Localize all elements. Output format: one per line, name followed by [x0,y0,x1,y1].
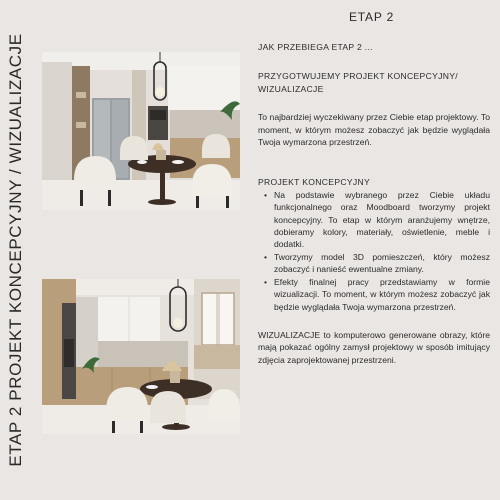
intro-question: JAK PRZEBIEGA ETAP 2 ... [258,42,373,52]
concept-bullet: • Tworzymy model 3D pomieszczeń, który możesz zobaczyć i nanieść ewentualne zmiany. [274,251,490,276]
text-column [258,41,490,366]
vertical-title-text: ETAP 2 PROJEKT KONCEPCYJNY / WIZUALIZACJE [6,33,25,467]
intro-paragraph: To najbardziej wyczekiwany przez Ciebie etap projektowy. To moment, w którym możesz zobaczyć jak będzie wyglądała Twoja wymarzona przestrzeń. [258,112,490,148]
concept-bullet: • Na podstawie wybranego przez Ciebie układu funkcjonalnego oraz Moodboard tworzymy projekt koncepcyjny. To etap w którym aranżujemy wnętrze, dobieramy kolory, materiały, oświetlenie, meble i dodatki. [274,189,490,251]
kitchen-visualization-photo-2 [42,279,240,434]
kitchen-visualization-photo-1 [42,52,240,210]
main-heading: PRZYGOTWUJEMY PROJEKT KONCEPCYJNY/ WIZUALIZACJE [258,71,458,94]
concept-bullet: • Efekty finalnej pracy przedstawiamy w formie wizualizacji. To moment, w którym możesz zobaczyć jak będzie wyglądała Twoja wymarzona przestrzeń. [274,276,490,313]
stage-title: ETAP 2 [349,10,395,24]
visualization-paragraph: WIZUALIZACJE to komputerowo generowane obrazy, które mają pokazać ogólny zamysł projektowy w sposób imitujący zdjęcia zaprojektowanej przestrzeni. [258,329,490,365]
concept-bullet-list [258,189,490,313]
concept-heading: PROJEKT KONCEPCYJNY [258,177,371,188]
